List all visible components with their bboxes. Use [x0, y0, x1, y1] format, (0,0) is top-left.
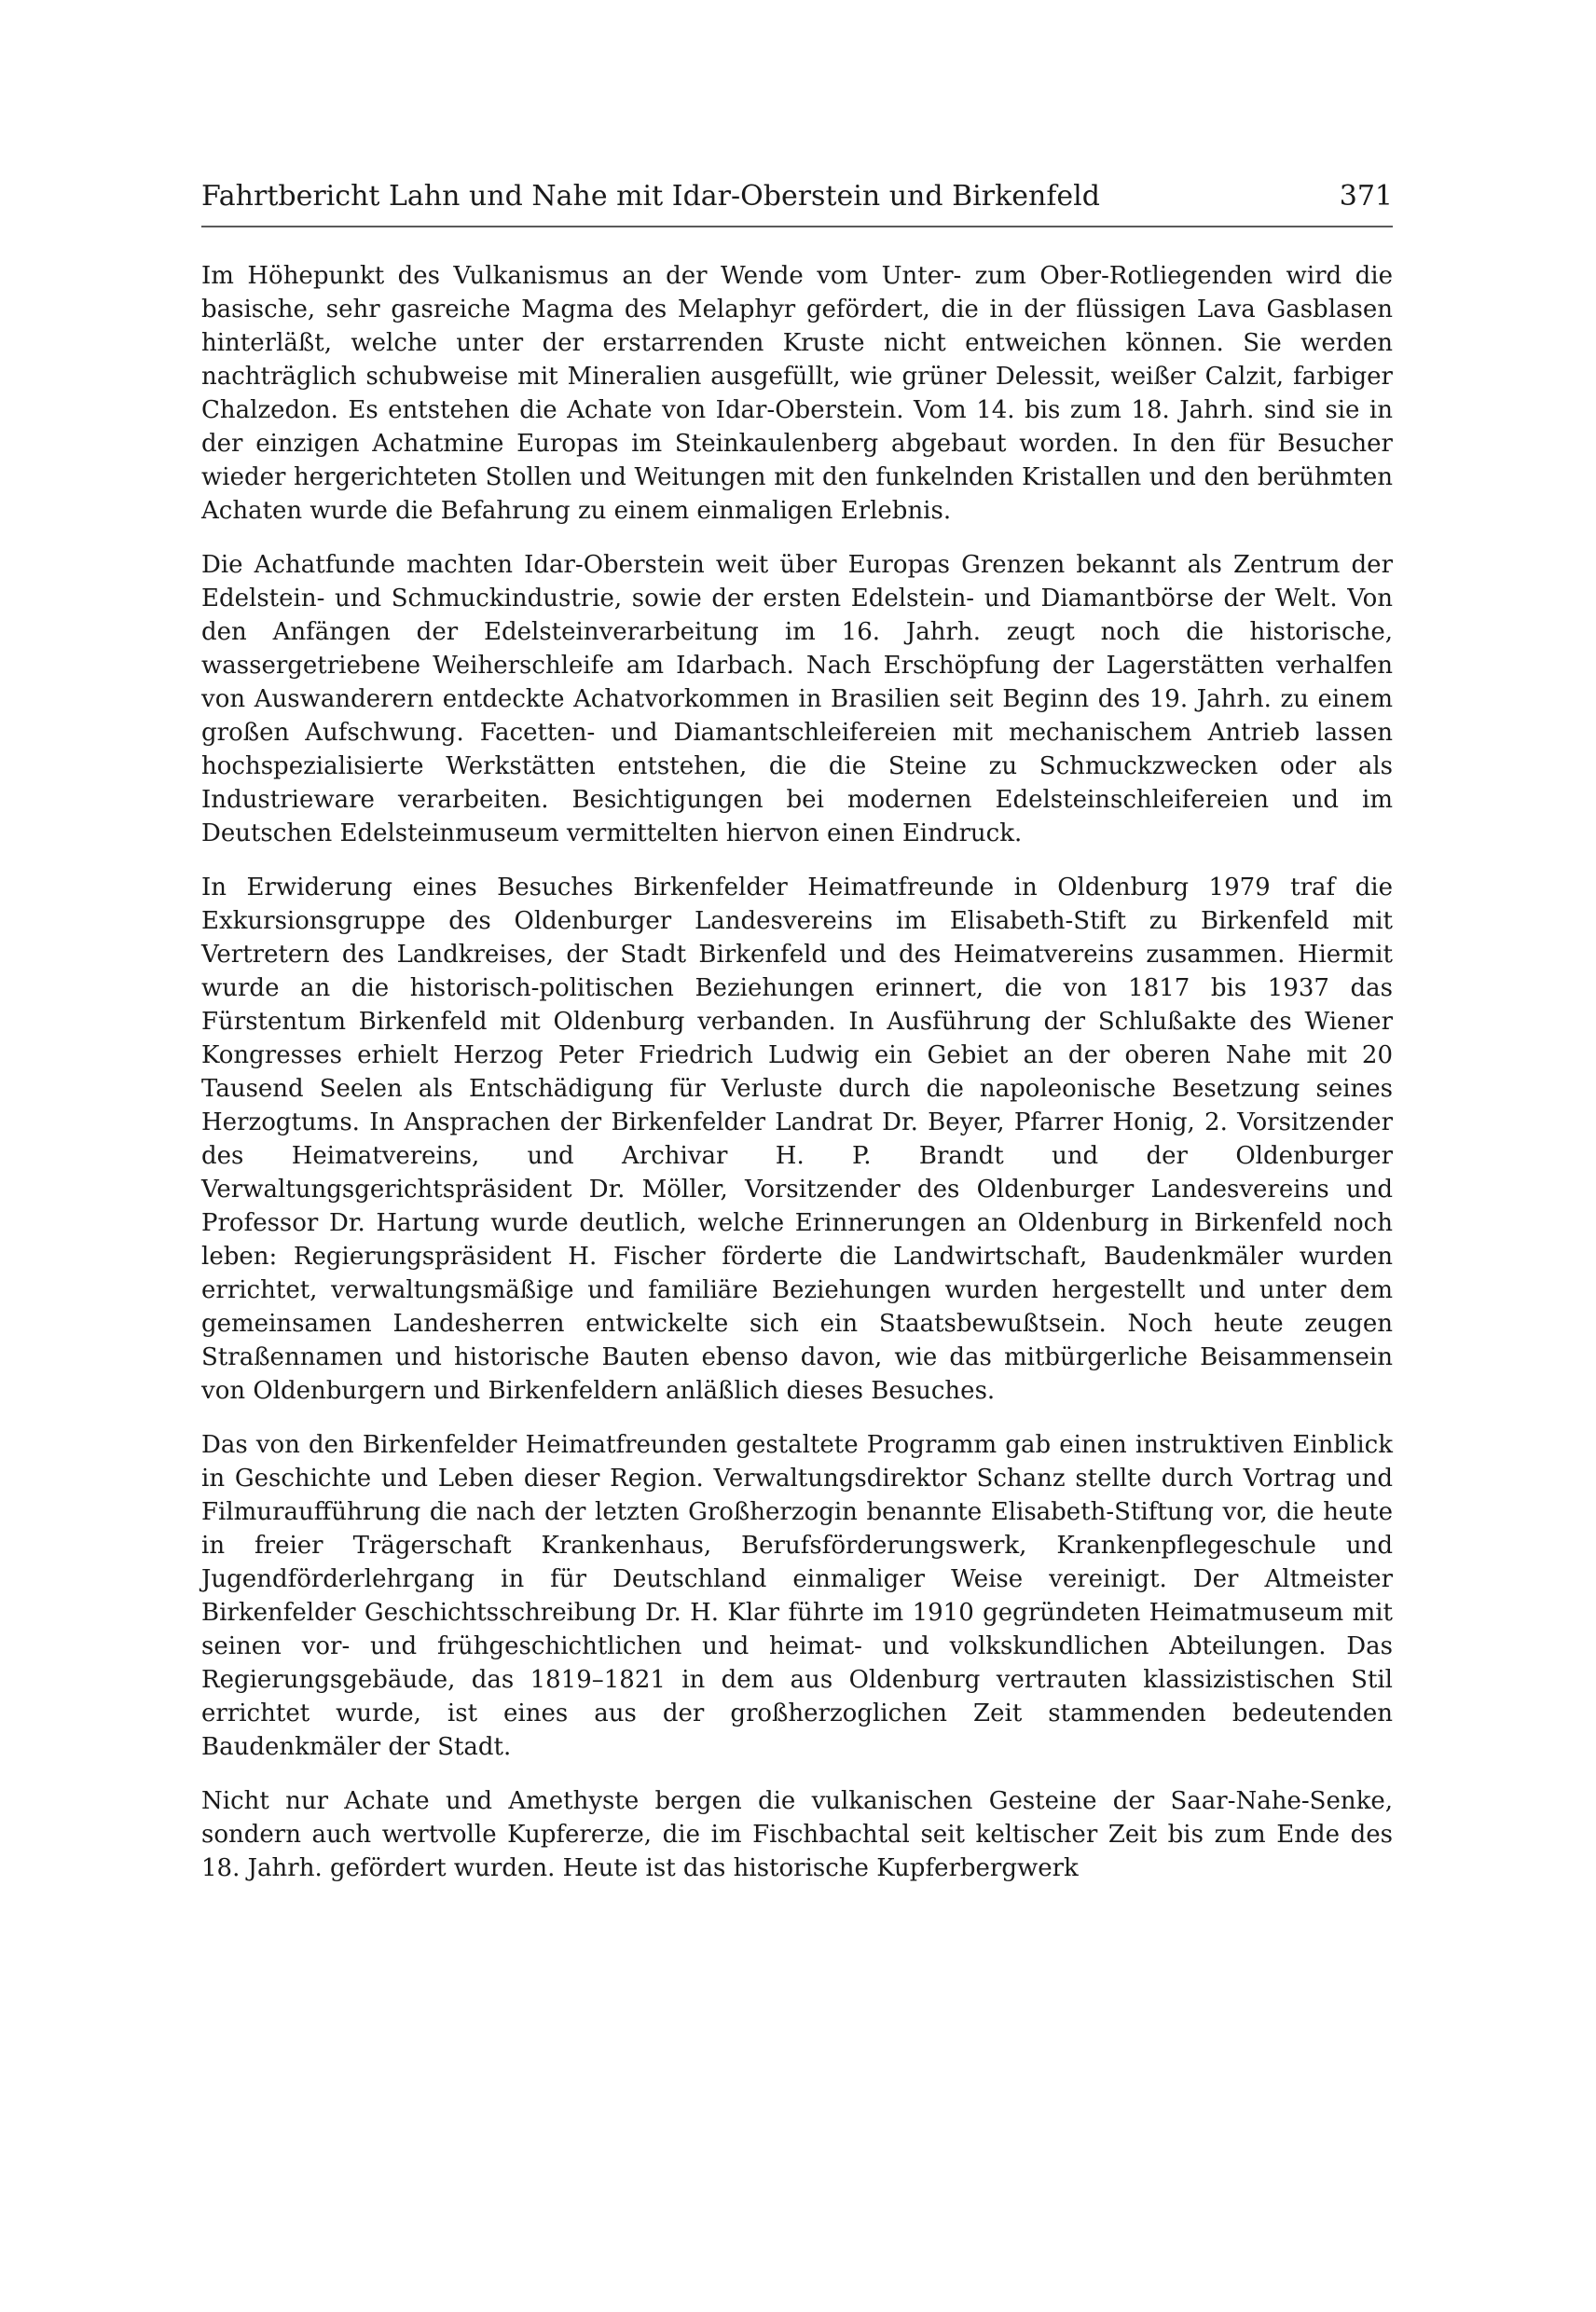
page-number: 371	[1339, 180, 1393, 213]
paragraph-vulkanismus: Im Höhepunkt des Vulkanismus an der Wende vom Unter- zum Ober-Rotliegenden wird die basische, sehr gasreiche Magma des Melaphyr gefördert, die in der flüssigen Lava Gasblasen hinterläßt, welche unter der erstarrenden Kruste nicht entweichen können. Sie werden nachträglich schubweise mit Mineralien ausgefüllt, wie grüner Delessit, weißer Calzit, farbiger Chalzedon. Es entstehen die Achate von Idar-Oberstein. Vom 14. bis zum 18. Jahrh. sind sie in der einzigen Achatmine Europas im Steinkaulenberg abgebaut worden. In den für Besucher wieder hergerichteten Stollen und Weitungen mit den funkelnden Kristallen und den berühmten Achaten wurde die Befahrung zu einem einmaligen Erlebnis.	[201, 262, 1393, 525]
body-text	[201, 259, 1393, 1906]
paragraph-achatfunde: Die Achatfunde machten Idar-Oberstein weit über Europas Grenzen bekannt als Zentrum der Edelstein- und Schmuckindustrie, sowie der ersten Edelstein- und Diamantbörse der Welt. Von den Anfängen der Edelsteinverarbeitung im 16. Jahrh. zeugt noch die historische, wassergetriebene Weiherschleife am Idarbach. Nach Erschöpfung der Lagerstätten verhalfen von Auswanderern entdeckte Achatvorkommen in Brasilien seit Beginn des 19. Jahrh. zu einem großen Aufschwung. Facetten- und Diamantschleifereien mit mechanischem Antrieb lassen hochspezialisierte Werkstätten entstehen, die die Steine zu Schmuckzwecken oder als Industrieware verarbeiten. Besichtigungen bei modernen Edelsteinschleifereien und im Deutschen Edelsteinmuseum vermittelten hiervon einen Eindruck.	[201, 551, 1393, 847]
paragraph-birkenfeld-besuch: In Erwiderung eines Besuches Birkenfelder Heimatfreunde in Oldenburg 1979 traf die Exkursionsgruppe des Oldenburger Landesvereins im Elisabeth-Stift zu Birkenfeld mit Vertretern des Landkreises, der Stadt Birkenfeld und des Heimatvereins zusammen. Hiermit wurde an die historisch-politischen Beziehungen erinnert, die von 1817 bis 1937 das Fürstentum Birkenfeld mit Oldenburg verbanden. In Ausführung der Schlußakte des Wiener Kongresses erhielt Herzog Peter Friedrich Ludwig ein Gebiet an der oberen Nahe mit 20 Tausend Seelen als Entschädigung für Verluste durch die napoleonische Besetzung seines Herzogtums. In Ansprachen der Birkenfelder Landrat Dr. Beyer, Pfarrer Honig, 2. Vorsitzender des Heimatvereins, und Archivar H. P. Brandt und der Oldenburger Verwaltungsgerichtspräsident Dr. Möller, Vorsitzender des Oldenburger Landesvereins und Professor Dr. Hartung wurde deutlich, welche Erinnerungen an Oldenburg in Birkenfeld noch leben: Regierungspräsident H. Fischer förderte die Landwirtschaft, Baudenkmäler wurden errichtet, verwaltungsmäßige und familiäre Beziehungen wurden hergestellt und unter dem gemeinsamen Landesherren entwickelte sich ein Staatsbewußtsein. Noch heute zeugen Straßennamen und historische Bauten ebenso davon, wie das mitbürgerliche Beisammensein von Oldenburgern und Birkenfeldern anläßlich dieses Besuches.	[201, 874, 1393, 1405]
running-title: Fahrtbericht Lahn und Nahe mit Idar-Oberstein und Birkenfeld	[201, 180, 1100, 213]
paragraph-kupfererze: Nicht nur Achate und Amethyste bergen die vulkanischen Gesteine der Saar-Nahe-Senke, sondern auch wertvolle Kupfererze, die im Fischbachtal seit keltischer Zeit bis zum Ende des 18. Jahrh. gefördert wurden. Heute ist das historische Kupferbergwerk	[201, 1787, 1393, 1882]
header-rule	[201, 226, 1393, 227]
running-head	[201, 173, 1393, 220]
paragraph-programm: Das von den Birkenfelder Heimatfreunden gestaltete Programm gab einen instruktiven Einblick in Geschichte und Leben dieser Region. Verwaltungsdirektor Schanz stellte durch Vortrag und Filmuraufführung die nach der letzten Großherzogin benannte Elisabeth-Stiftung vor, die heute in freier Trägerschaft Krankenhaus, Berufsförderungswerk, Krankenpflegeschule und Jugendförderlehrgang in für Deutschland einmaliger Weise vereinigt. Der Altmeister Birkenfelder Geschichtsschreibung Dr. H. Klar führte im 1910 gegründeten Heimatmuseum mit seinen vor- und frühgeschichtlichen und heimat- und volkskundlichen Abteilungen. Das Regierungsgebäude, das 1819–1821 in dem aus Oldenburg vertrauten klassizistischen Stil errichtet wurde, ist eines aus der großherzoglichen Zeit stammenden bedeutenden Baudenkmäler der Stadt.	[201, 1431, 1393, 1761]
